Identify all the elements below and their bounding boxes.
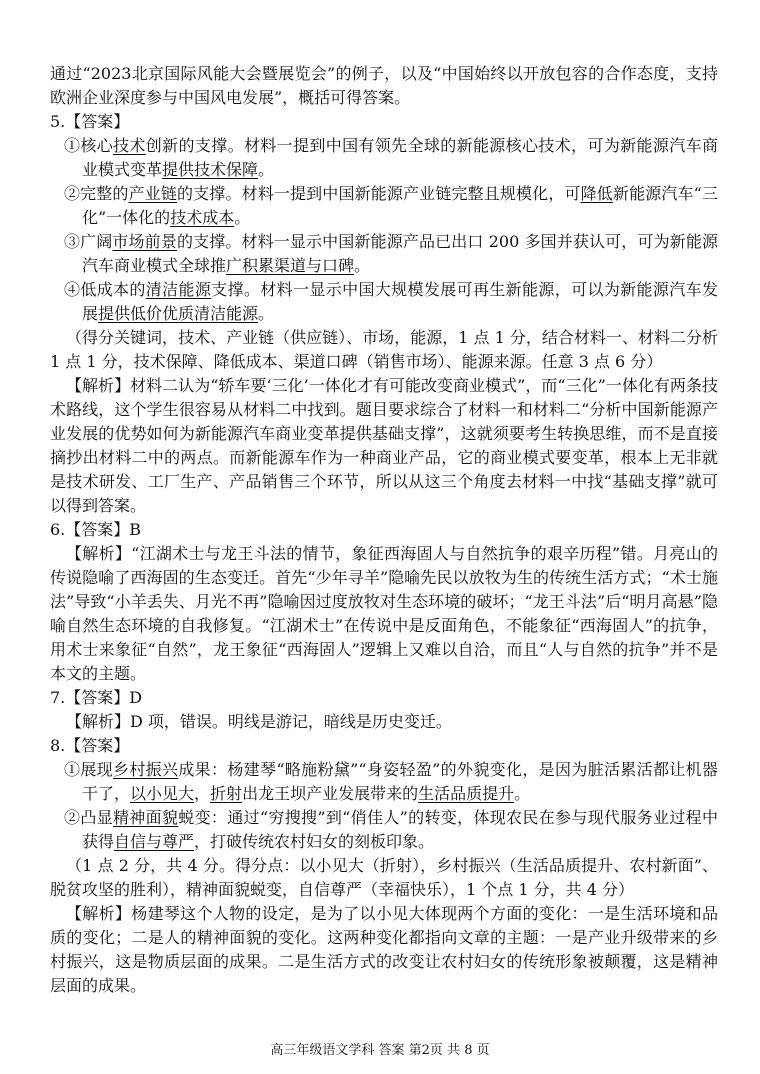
text: ②凸显 [64, 808, 113, 827]
keyword: 技术成本 [170, 208, 235, 227]
text: 。 [258, 304, 275, 323]
text: ④低成本的 [64, 280, 146, 299]
keyword: 提供技术保障 [162, 160, 259, 179]
document-body [50, 62, 718, 998]
keyword: 精神面貌 [112, 808, 179, 827]
text: ③广阔 [64, 232, 113, 251]
keyword: 以小见大 [130, 784, 195, 803]
keyword: 自信与尊严 [114, 832, 195, 851]
answer-5-point-4 [50, 278, 718, 326]
page-footer: 高三年级语文学科 答案 第2页 共 8 页 [270, 1043, 490, 1058]
answer-heading-7: 7.【答案】D [50, 688, 143, 707]
answer-5-point-2 [50, 182, 718, 230]
answer-heading-6: 6.【答案】B [50, 520, 142, 539]
keyword: 技术 [113, 136, 146, 155]
text: 新能源汽车“三化”一体化的 [82, 184, 718, 227]
text: 创新的支撑。材料一提到中国有领先全球的新能源核心技术，可为新能源汽车商业模式变革 [82, 136, 718, 179]
analysis-5: 【解析】材料二认为“轿车要‘三化’一体化才有可能改变商业模式”，而“三化”一体化有两条技术路线，这个学生很容易从材料二中找到。题目要求综合了材料一和材料二“分析中国新能源产业发展的优势如何为新能源汽车商业变革提供基础支撑”，这就须要考生转换思维，而不是直接摘抄出材料二中的两点。而新能源车作为一种商业产品，它的商业模式要变革，根本上无非就是技术研发、工厂生产、产品销售三个环节，所以从这三个角度去材料一中找“基础支撑”就可以得到答案。 [50, 376, 718, 515]
text: ②完整的 [64, 184, 129, 203]
paragraph-q4-end: 通过“2023北京国际风能大会暨展览会”的例子，以及“中国始终以开放包容的合作态度，支持欧洲企业深度参与中国风电发展”，概括可得答案。 [50, 64, 718, 107]
keyword: 乡村振兴 [113, 760, 179, 779]
text: 。 [234, 208, 251, 227]
answer-5-point-1 [50, 134, 718, 182]
text: ， [194, 784, 211, 803]
text: 成果：杨建琴“略施粉黛”“身姿轻盈”的外貌变化，是因为脏活累活都让机器干了， [82, 760, 718, 803]
answer-5-point-3 [50, 230, 718, 278]
keyword: 产业链 [128, 184, 178, 203]
answer-heading-8: 8.【答案】 [50, 736, 130, 755]
text: 支撑。材料一显示中国大规模发展可再生新能源，可以为新能源汽车发展 [82, 280, 718, 323]
scoring-note-8: （1 点 2 分，共 4 分。得分点：以小见大（折射），乡村振兴（生活品质提升、农村新面”、脱贫攻坚的胜利），精神面貌蜕变，自信尊严（幸福快乐），1 个点 1 分，共 4 分） [50, 856, 718, 899]
keyword: 降低 [580, 184, 613, 203]
text: 的支撑。材料一显示中国新能源产品已出口 200 多国并获认可，可为新能源汽车商业模式全球推 [82, 232, 718, 275]
text: ①展现 [64, 760, 113, 779]
answer-8-point-1 [50, 758, 718, 806]
text: 出龙王坝产业发展带来的 [242, 784, 419, 803]
text: 。 [258, 160, 275, 179]
text: 。 [354, 256, 371, 275]
keyword: 清洁能源 [145, 280, 212, 299]
keyword: 广积累渠道与口碑 [226, 256, 355, 275]
text: 蜕变：通过“穷搜搜”到“俏佳人”的转变，体现农民在参与现代服务业过程中获得 [82, 808, 718, 851]
analysis-7: 【解析】D 项，错误。明线是游记，暗线是历史变迁。 [66, 712, 452, 731]
keyword: 生活品质提升 [418, 784, 515, 803]
text: 。 [514, 784, 531, 803]
analysis-6: 【解析】“江湖术士与龙王斗法的情节，象征西海固人与自然抗争的艰辛历程”错。月亮山的传说隐喻了西海固的生态变迁。首先“少年寻羊”隐喻先民以放牧为生的传统生活方式；“术士施法”导致“小羊丢失、月光不再”隐喻因过度放牧对生态环境的破坏；“龙王斗法”后“明月高悬”隐喻自然生态环境的自我修复。“江湖术士”在传说中是反面角色，不能象征“西海固人”的抗争，用术士来象征“自然”，龙王象征“西海固人”逻辑上又难以自洽，而且“人与自然的抗争”并不是本文的主题。 [50, 544, 718, 683]
analysis-8: 【解析】杨建琴这个人物的设定，是为了以小见大体现两个方面的变化：一是生活环境和品质的变化；二是人的精神面貌的变化。这两种变化都指向文章的主题：一是产业升级带来的乡村振兴，这是物质层面的成果。二是生活方式的改变让农村妇女的传统形象被颠覆，这是精神层面的成果。 [50, 904, 718, 995]
text: ，打破传统农村妇女的刻板印象。 [194, 832, 435, 851]
scoring-note-5: （得分关键词，技术、产业链（供应链）、市场，能源，1 点 1 分，结合材料一、材料二分析 1 点 1 分，技术保障、降低成本、渠道口碑（销售市场）、能源来源。任意 3 点 6 分） [50, 328, 718, 371]
answer-heading-5: 5.【答案】 [50, 112, 130, 131]
text: 的支撑。材料一提到中国新能源产业链完整且规模化，可 [177, 184, 581, 203]
text: ①核心 [64, 136, 114, 155]
keyword: 市场前景 [112, 232, 177, 251]
keyword: 折射 [210, 784, 243, 803]
keyword: 提供低价优质清洁能源 [98, 304, 259, 323]
answer-8-point-2 [50, 806, 718, 854]
